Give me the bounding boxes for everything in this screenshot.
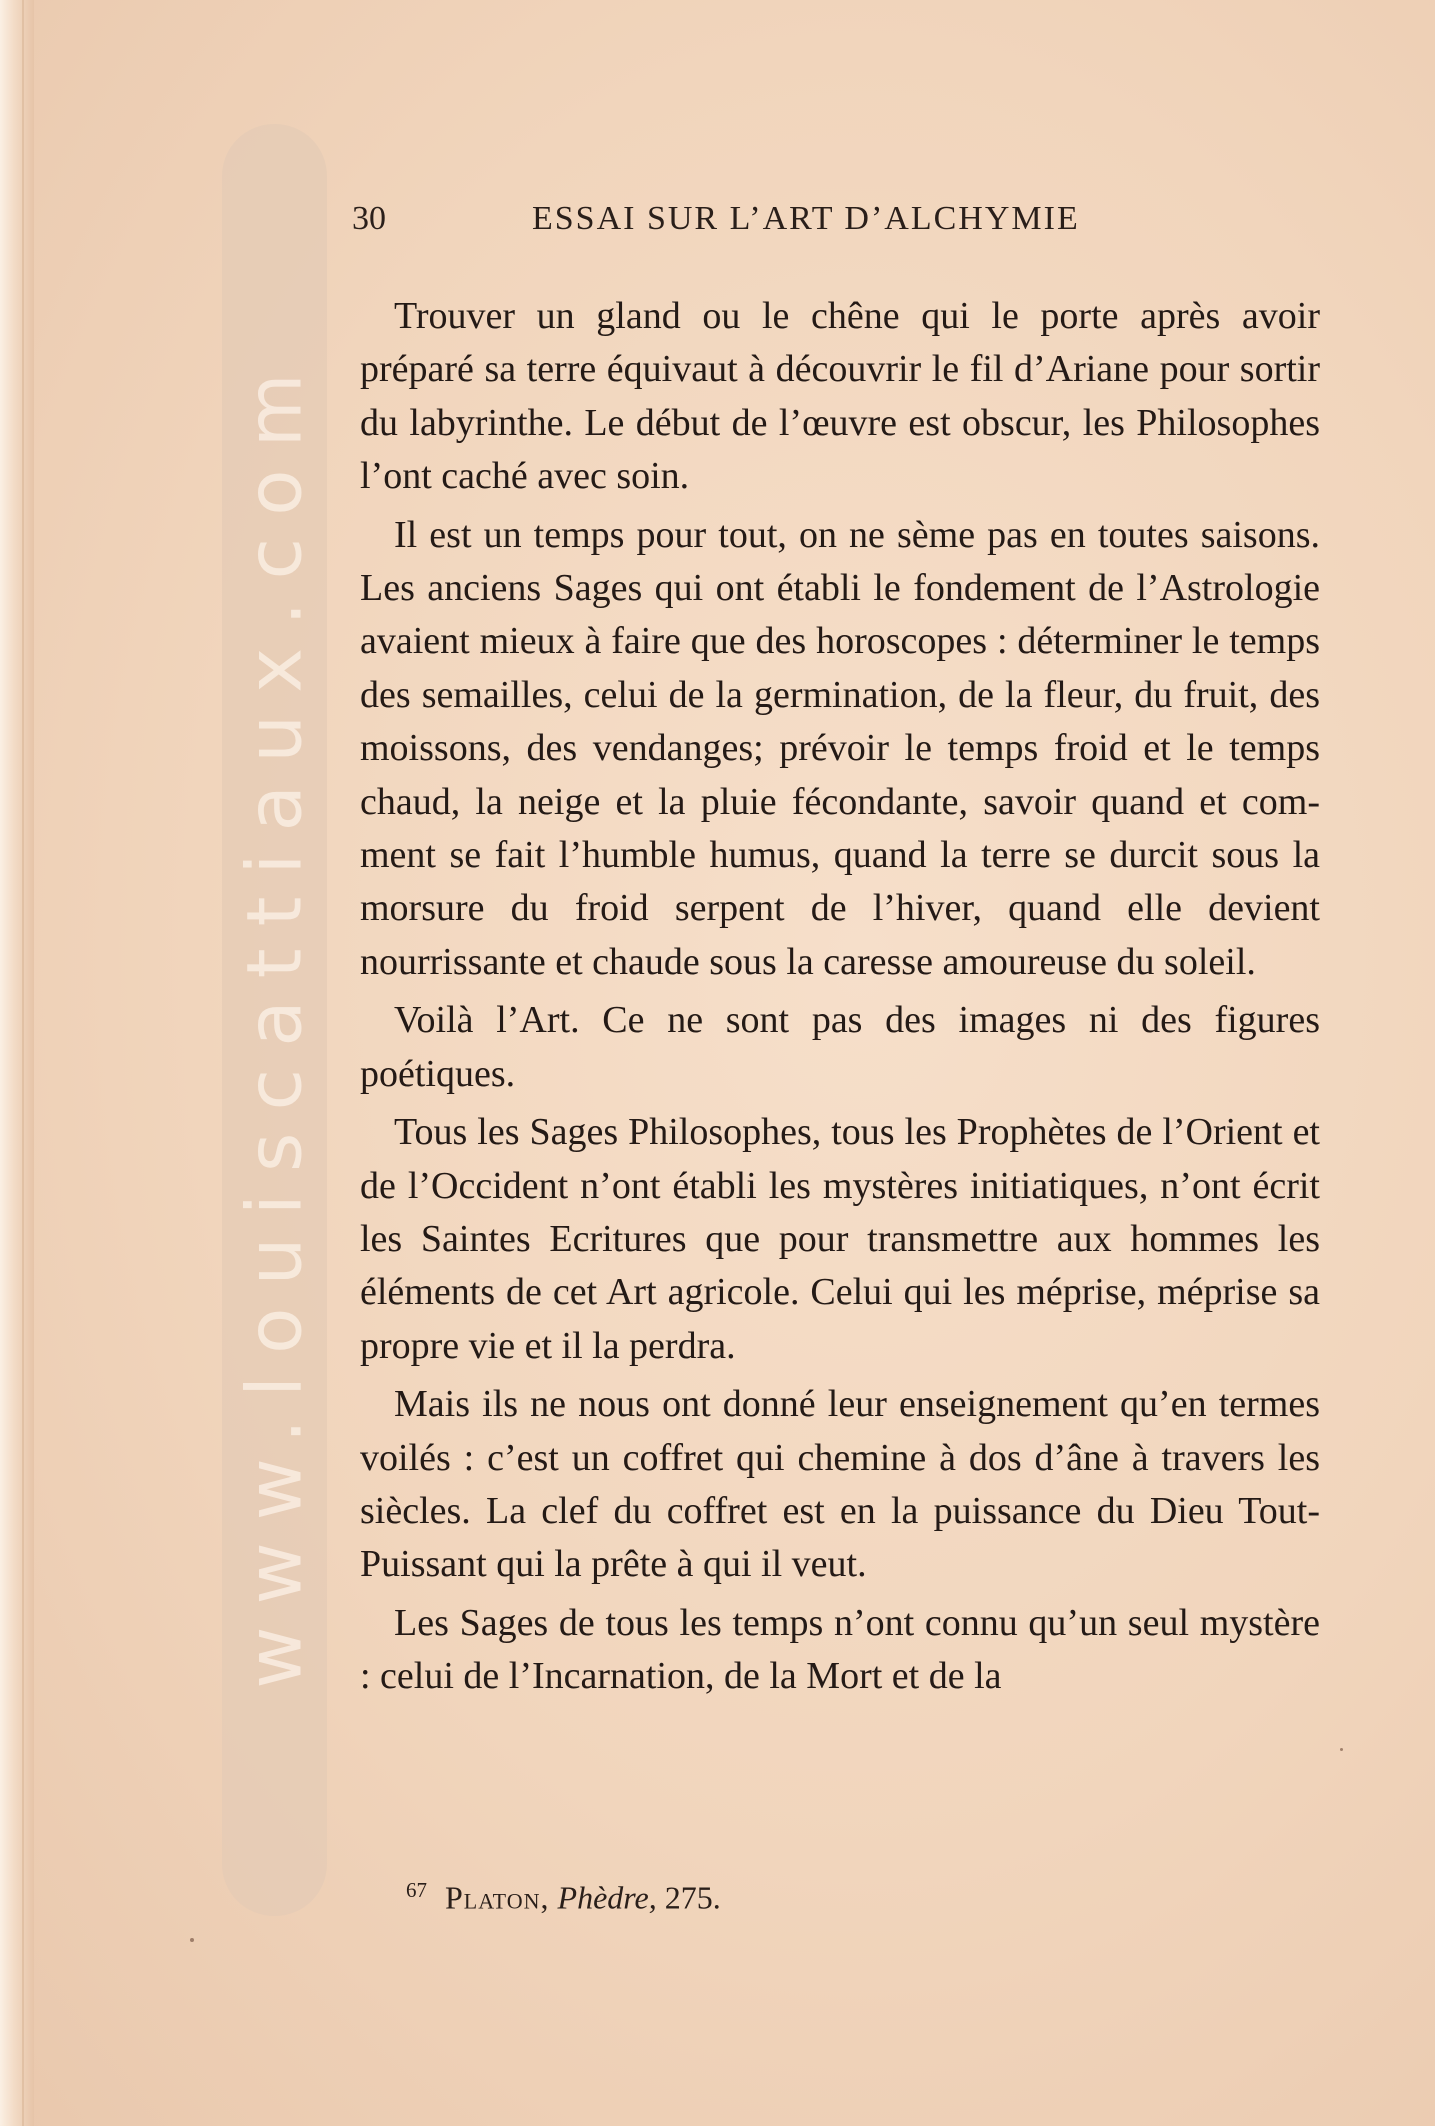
paragraph: Il est un temps pour tout, on ne sème pas en toutes saisons. Les anciens Sages qui ont établi le fondement de l’Astrologie avaient mieux à faire que des horoscopes : déterminer le temps des semailles, celui de la germination, de la fleur, du fruit, des moissons, des vendanges; prévoir le temps froid et le temps chaud, la neige et la pluie fécondante, savoir quand et comment se fait l’humble humus, quand la terre se durcit sous la morsure du froid serpent de l’hiver, quand elle devient nourrissante et chaude sous la caresse amoureuse du soleil. [360, 513, 1320, 983]
paragraph: Trouver un gland ou le chêne qui le porte après avoir préparé sa terre équivaut à découvrir le fil d’Ariane pour sortir du labyrinthe. Le début de l’œuvre est obscur, les Philosophes l’ont caché avec soin. [360, 295, 1320, 498]
paragraph: Voilà l’Art. Ce ne sont pas des images ni des figures poétiques. [360, 999, 1320, 1095]
body-text [360, 290, 1320, 1709]
footnote-author: Platon, [445, 1879, 550, 1916]
footnote [406, 1878, 721, 1917]
footnote-number: 67 [406, 1878, 427, 1902]
page-spine-fold [22, 0, 24, 2126]
footnote-work: Phèdre, [557, 1879, 657, 1916]
paragraph: Tous les Sages Philosophes, tous les Prophètes de l’Orient et de l’Occident n’ont établi les mystères initiatiques, n’ont écrit les Saintes Ecritures que pour transmettre aux hommes les éléments de cet Art agricole. Celui qui les méprise, méprise sa propre vie et il la perdra. [360, 1111, 1320, 1367]
paper-speck [1340, 1748, 1343, 1751]
watermark: www.louiscattiaux.com [229, 351, 319, 1689]
paper-speck [190, 1938, 194, 1942]
paragraph: Mais ils ne nous ont donné leur enseignement qu’en termes voilés : c’est un coffret qui chemine à dos d’âne à travers les siècles. La clef du coffret est en la puissance du Dieu Tout-Puissant qui la prête à qui il veut. [360, 1383, 1320, 1586]
running-title: ESSAI SUR L’ART D’ALCHYMIE [532, 200, 1080, 237]
page-spine-edge [0, 0, 34, 2126]
footnote-reference: 275. [664, 1879, 721, 1916]
running-header [352, 200, 1327, 250]
paragraph: Les Sages de tous les temps n’ont connu qu’un seul mystère : celui de l’Incarnation, de la Mort et de la [360, 1601, 1320, 1698]
page-number: 30 [352, 200, 386, 237]
